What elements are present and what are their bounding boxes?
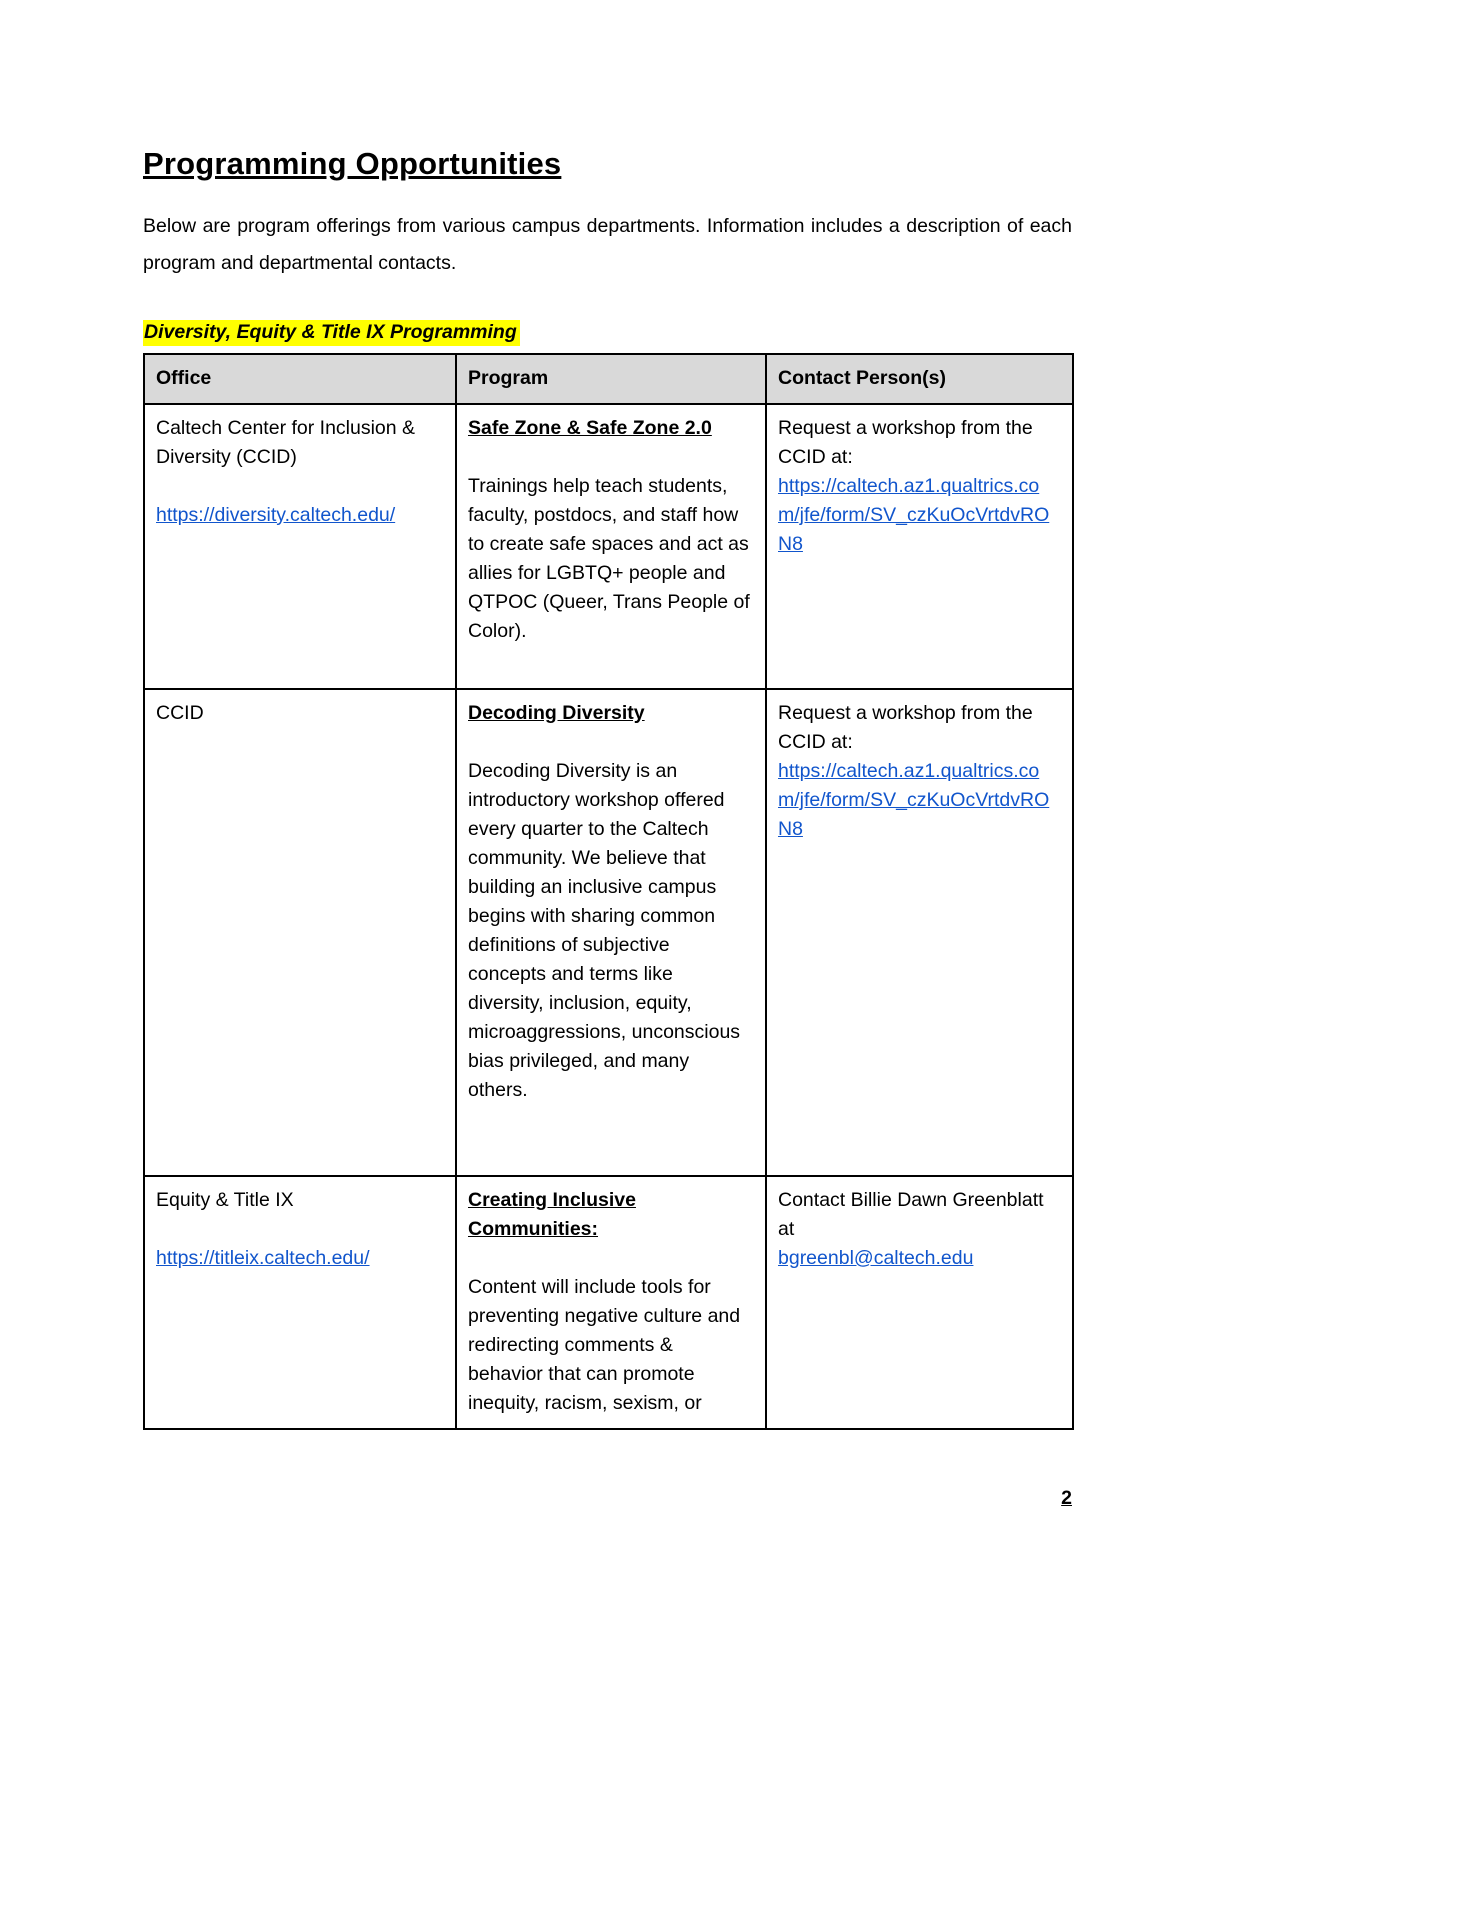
program-title: Creating Inclusive Communities: [468, 1189, 636, 1240]
program-description: Decoding Diversity is an introductory workshop offered every quarter to the Caltech community. We believe that building an inclusive campus begins with sharing common definitions of subjective concepts and terms like diversity, inclusion, equity, microaggressions, unconscious bias privileged, and many others. [468, 760, 741, 1101]
contact-text: Request a workshop from the CCID at: [778, 417, 1033, 468]
program-cell [456, 404, 766, 689]
program-cell [456, 1176, 766, 1429]
office-name: Caltech Center for Inclusion & Diversity (CCID) [156, 417, 416, 468]
office-link[interactable]: https://diversity.caltech.edu/ [156, 504, 396, 526]
column-header-program: Program [456, 354, 766, 404]
office-name: Equity & Title IX [156, 1189, 294, 1211]
table-header-row [144, 354, 1073, 404]
contact-text: Request a workshop from the CCID at: [778, 702, 1033, 753]
programs-table [143, 353, 1074, 1430]
program-description: Trainings help teach students, faculty, postdocs, and staff how to create safe spaces and act as allies for LGBTQ+ people and QTPOC (Queer, Trans People of Color). [468, 475, 750, 642]
program-cell [456, 689, 766, 1176]
page-title: Programming Opportunities [143, 146, 562, 181]
contact-text: Contact Billie Dawn Greenblatt at [778, 1189, 1044, 1240]
contact-email-link[interactable]: bgreenbl@caltech.edu [778, 1247, 974, 1269]
column-header-contact: Contact Person(s) [766, 354, 1073, 404]
document-content [143, 146, 1072, 1430]
contact-link[interactable]: https://caltech.az1.qualtrics.com/jfe/form/SV_czKuOcVrtdvRON8 [778, 760, 1050, 840]
contact-link[interactable]: https://caltech.az1.qualtrics.com/jfe/form/SV_czKuOcVrtdvRON8 [778, 475, 1050, 555]
column-header-office: Office [144, 354, 456, 404]
intro-paragraph: Below are program offerings from various campus departments. Information includes a description of each program and departmental contacts. [143, 215, 1072, 274]
program-title: Decoding Diversity [468, 702, 645, 724]
table-row [144, 1176, 1073, 1429]
program-description: Content will include tools for preventing negative culture and redirecting comments & behavior that can promote inequity, racism, sexism, or [468, 1276, 741, 1414]
contact-cell [766, 404, 1073, 689]
office-cell [144, 404, 456, 689]
office-cell [144, 689, 456, 1176]
office-cell [144, 1176, 456, 1429]
table-row [144, 404, 1073, 689]
section-heading: Diversity, Equity & Title IX Programming [143, 320, 520, 346]
contact-cell [766, 689, 1073, 1176]
office-name: CCID [156, 702, 204, 724]
table-row [144, 689, 1073, 1176]
contact-cell [766, 1176, 1073, 1429]
program-title: Safe Zone & Safe Zone 2.0 [468, 417, 712, 439]
office-link[interactable]: https://titleix.caltech.edu/ [156, 1247, 370, 1269]
page-number: 2 [1061, 1487, 1072, 1509]
